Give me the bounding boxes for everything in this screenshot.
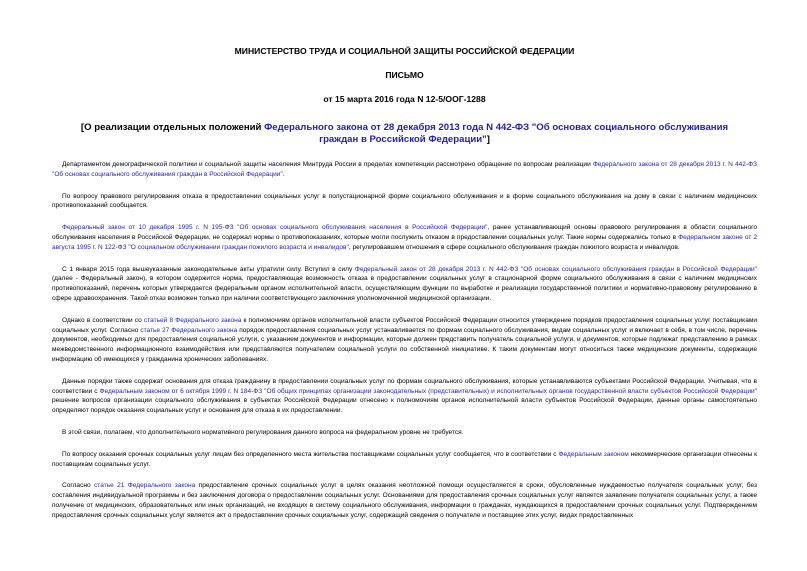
law-link[interactable]: Федеральный закон от 28 декабря 2013 г. N 442-ФЗ "Об основах социального обслуживания граждан в Российской Федерации": [354, 265, 758, 273]
paragraph-text: В этой связи, полагаем, что дополнительного нормативного регулирования данного вопроса на федеральном уровне не требуется.: [62, 428, 464, 436]
title-suffix: ]: [486, 134, 490, 145]
law-link[interactable]: статьей 8 Федерального закона: [143, 316, 242, 324]
paragraph-text: С 1 января 2015 года вышеуказанные законодательные акты утратили силу. Вступил в силу: [62, 265, 355, 273]
law-link[interactable]: Федеральном законе от 2 августа 1995 г. N 122-ФЗ "О социальном обслуживании граждан пожилого возраста и инвалидов": [52, 233, 757, 251]
paragraph-text: Однако в соответствии со: [62, 316, 144, 324]
paragraph-text: порядок предоставления социальных услуг устанавливается по формам социального обслуживания, видам социальных услуг и включает в себя, в том числе, перечень документов, необходимых для предоставления социальной услуги, с указанием документов и информации, которые должен представить получатель социальной услуги, и документов, которые подлежат представлению в рамках межведомственного информационного взаимодействия или представляются получателем социальной услуги по собственной инициативе. К таким документам могут относиться также медицинские документы, содержащие информацию об имеющихся у гражданина хронических заболеваниях.: [52, 326, 757, 363]
paragraph-text: .: [282, 170, 285, 178]
paragraph: [52, 377, 757, 416]
law-link[interactable]: статье 21 Федерального закона: [94, 482, 196, 490]
paragraph-text: Данные порядки также содержат основания для отказа гражданину в предоставлении социальных услуг по формам социального обслуживания, которые устанавливаются субъектами Российской Федерации. Учитывая, что в соответствии с: [52, 377, 757, 395]
paragraph-text: к полномочиям органов исполнительной власти субъектов Российской Федерации относится утверждение порядков предоставления социальных услуг поставщиками социальных услуг. Согласно: [52, 316, 757, 334]
paragraph-text: , регулировавшем отношения в сфере социального обслуживания граждан пожилого возраста и инвалидов.: [348, 243, 680, 251]
paragraph-text: (далее - Федеральный закон), в котором содержится норма, предоставляющая возможность отказа в предоставлении социальных услуг в стационарной форме социального обслуживания в связи с наличием медицинских противопоказаний, перечень которых утверждается федеральным органом исполнительной власти, осуществляющим функции по выработке и реализации государственной политики и нормативно-правовому регулированию в сфере здравоохранения. Такой отказ возможен только при наличии соответствующего заключения уполномоченной медицинской организации.: [52, 275, 757, 302]
paragraph-text: решение вопросов организации социального обслуживания в субъектах Российской Федерации отнесено к полномочиям органов исполнительной власти субъектов Российской Федерации, данные органы самостоятельно определяют порядок оказания социальных услуг и основания для отказа в их предоставлении.: [52, 397, 757, 415]
paragraph: [52, 223, 757, 252]
law-link[interactable]: Федеральным законом: [558, 450, 629, 458]
law-link[interactable]: статье 27 Федерального закона: [140, 326, 238, 334]
paragraph-text: , ранее устанавливающий основы правового регулирования в области социального обслуживания населения в Российской Федерации, не содержал нормы о противопоказаниях, которые могли послужить отказом в предоставлении социальных услуг. Такие нормы содержались только в: [52, 224, 757, 241]
law-link[interactable]: Федеральным законом от 6 октября 1999 г. N 184-ФЗ "Об общих принципах организации законодательных (представительных) и исполнительных органов государственной власти субъектов Российской Федерации": [99, 387, 757, 395]
paragraph: [52, 160, 757, 180]
paragraph-text: Департаментом демографической политики и социальной защиты населения Минтруда России в пределах компетенции рассмотрено обращение по вопросам реализации: [62, 161, 593, 168]
paragraph-text: По вопросу правового регулирования отказа в предоставлении социальных услуг в полустационарной форме социального обслуживания и в форме социального обслуживания на дому в связи с наличием медицинских противопоказаний сообщается.: [52, 192, 757, 210]
ministry-name: МИНИСТЕРСТВО ТРУДА И СОЦИАЛЬНОЙ ЗАЩИТЫ РОССИЙСКОЙ ФЕДЕРАЦИИ: [234, 46, 575, 56]
paragraph-text: По вопросу оказания срочных социальных услуг лицам без определенного места жительства поставщиками социальных услуг сообщается, что в соответствии с: [62, 450, 559, 458]
paragraph: [52, 316, 757, 365]
paragraph: [52, 481, 757, 520]
paragraph-text: Согласно: [62, 482, 94, 490]
paragraph: [52, 192, 757, 212]
law-link[interactable]: Федерального закона от 28 декабря 2013 г. N 442-ФЗ "Об основах социального обслуживания граждан в Российской Федерации": [52, 161, 758, 178]
paragraph: [52, 450, 757, 470]
law-link[interactable]: Федеральный закон от 10 декабря 1995 г. N 195-ФЗ "Об основах социального обслуживания населения в Российской Федерации": [62, 224, 488, 232]
paragraph: [52, 265, 757, 304]
document-title: [62, 122, 747, 146]
paragraph-text: некоммерческие организации отнесены к поставщикам социальных услуг.: [52, 450, 757, 468]
document-type: ПИСЬМО: [385, 70, 424, 80]
title-prefix: [О реализации отдельных положений: [80, 122, 265, 133]
title-law-link[interactable]: Федерального закона от 28 декабря 2013 года N 442-ФЗ "Об основах социального обслуживания граждан в Российской Федерации": [264, 122, 729, 145]
paragraph-text: предоставление срочных социальных услуг в целях оказания неотложной помощи осуществляется в сроки, обусловленные нуждаемостью получателя социальных услуг, без составления индивидуальной программы и без заключения договора о предоставлении социальных услуг. Основаниями для предоставления срочных социальных услуг является заявление получателя социальных услуг, а также получение от медицинских, образовательных или иных организаций, не входящих в систему социального обслуживания, информации о гражданах, нуждающихся в предоставлении срочных социальных услуг. Подтверждением предоставления срочных социальных услуг является акт о предоставлении срочных социальных услуг, содержащий сведения о получателе и поставщике этих услуг, видах предоставленных: [52, 482, 757, 519]
document-body: [52, 160, 757, 521]
document-date-number: от 15 марта 2016 года N 12-5/ООГ-1288: [323, 94, 486, 104]
paragraph: [52, 428, 757, 438]
